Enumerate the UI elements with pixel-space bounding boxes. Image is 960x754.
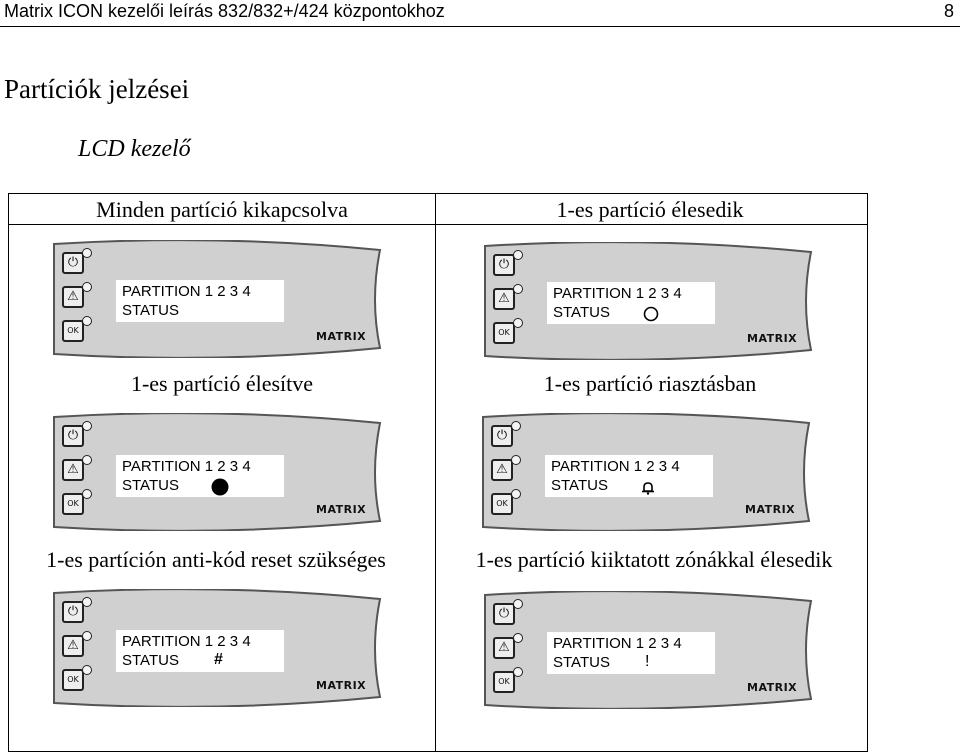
lcd-keypad xyxy=(52,240,382,358)
warning-button[interactable] xyxy=(491,459,513,481)
ok-button[interactable] xyxy=(491,493,513,515)
ok-led xyxy=(82,489,92,499)
table-border-bottom xyxy=(8,751,868,752)
lcd-line-1: PARTITION 1 2 3 4 xyxy=(122,633,251,650)
ok-led xyxy=(513,318,523,328)
ok-button[interactable] xyxy=(62,320,84,342)
status-symbol: # xyxy=(214,651,223,668)
lcd-display xyxy=(116,630,284,672)
caption-alarm: 1-es partíció riasztásban xyxy=(543,371,757,396)
empty-circle-icon xyxy=(643,306,659,322)
lcd-display xyxy=(547,282,715,324)
power-button[interactable] xyxy=(62,252,84,274)
brand-logo: MATRIX xyxy=(745,503,796,516)
lcd-line-1: PARTITION 1 2 3 4 xyxy=(553,635,682,652)
power-icon: ⏻ xyxy=(496,428,508,443)
ok-led xyxy=(82,316,92,326)
table-row-divider xyxy=(8,224,868,225)
warning-icon: ⚠ xyxy=(498,640,510,655)
brand-logo: MATRIX xyxy=(747,681,798,694)
lcd-keypad xyxy=(481,413,811,531)
brand-logo: MATRIX xyxy=(316,330,367,343)
lcd-line-2: STATUS xyxy=(553,654,610,671)
brand-logo: MATRIX xyxy=(316,503,367,516)
page-number: 8 xyxy=(943,1,954,21)
power-led xyxy=(82,248,92,258)
warning-icon: ⚠ xyxy=(67,638,79,653)
lcd-keypad xyxy=(52,589,382,707)
ok-label: OK xyxy=(498,328,510,337)
power-icon: ⏻ xyxy=(498,257,510,272)
warning-led xyxy=(513,284,523,294)
lcd-display xyxy=(545,455,713,497)
ok-button[interactable] xyxy=(493,322,515,344)
warning-button[interactable] xyxy=(493,637,515,659)
power-led xyxy=(513,250,523,260)
ok-button[interactable] xyxy=(62,669,84,691)
ok-button[interactable] xyxy=(493,671,515,693)
caption-arming: 1-es partíció élesedik xyxy=(556,197,744,222)
ok-label: OK xyxy=(67,326,79,335)
warning-icon: ⚠ xyxy=(498,291,510,306)
power-button[interactable] xyxy=(493,254,515,276)
caption-anticode-reset: 1-es partíción anti-kód reset szükséges xyxy=(46,547,386,572)
power-led xyxy=(511,421,521,431)
power-button[interactable] xyxy=(493,603,515,625)
warning-icon: ⚠ xyxy=(496,462,508,477)
brand-logo: MATRIX xyxy=(747,332,798,345)
power-button[interactable] xyxy=(491,425,513,447)
lcd-line-1: PARTITION 1 2 3 4 xyxy=(122,458,251,475)
warning-icon: ⚠ xyxy=(67,462,79,477)
lcd-line-1: PARTITION 1 2 3 4 xyxy=(122,283,251,300)
ok-led xyxy=(82,665,92,675)
lcd-keypad xyxy=(483,242,813,360)
subsection-title: LCD kezelő xyxy=(78,136,191,162)
warning-button[interactable] xyxy=(62,286,84,308)
lcd-display xyxy=(116,280,284,322)
caption-all-off: Minden partíció kikapcsolva xyxy=(96,197,348,222)
warning-button[interactable] xyxy=(62,635,84,657)
ok-label: OK xyxy=(67,675,79,684)
table-border-left xyxy=(8,193,9,752)
lcd-keypad xyxy=(52,413,382,531)
lcd-line-2: STATUS xyxy=(122,477,179,494)
brand-logo: MATRIX xyxy=(316,679,367,692)
power-icon: ⏻ xyxy=(498,606,510,621)
status-symbol: ! xyxy=(645,653,650,670)
ok-label: OK xyxy=(498,677,510,686)
warning-led xyxy=(82,631,92,641)
lcd-display xyxy=(116,455,284,497)
lcd-line-2: STATUS xyxy=(122,302,179,319)
table-border-right xyxy=(867,193,868,752)
power-led xyxy=(82,421,92,431)
table-column-divider xyxy=(435,193,436,752)
ok-led xyxy=(511,489,521,499)
lcd-line-1: PARTITION 1 2 3 4 xyxy=(553,285,682,302)
power-icon: ⏻ xyxy=(67,255,79,270)
lcd-line-2: STATUS xyxy=(122,652,179,669)
lcd-display xyxy=(547,632,715,674)
power-led xyxy=(82,597,92,607)
power-button[interactable] xyxy=(62,425,84,447)
bell-icon xyxy=(641,481,655,495)
warning-led xyxy=(82,455,92,465)
caption-bypass-arming: 1-es partíció kiiktatott zónákkal élesedik xyxy=(475,547,833,572)
ok-led xyxy=(513,667,523,677)
warning-icon: ⚠ xyxy=(67,289,79,304)
power-led xyxy=(513,599,523,609)
warning-button[interactable] xyxy=(493,288,515,310)
header-title: Matrix ICON kezelői leírás 832/832+/424 központokhoz xyxy=(4,1,445,21)
table-border-top xyxy=(8,193,868,194)
power-icon: ⏻ xyxy=(67,604,79,619)
power-icon: ⏻ xyxy=(67,428,79,443)
warning-led xyxy=(511,455,521,465)
lcd-line-1: PARTITION 1 2 3 4 xyxy=(551,458,680,475)
caption-armed: 1-es partíció élesítve xyxy=(130,371,314,396)
ok-label: OK xyxy=(496,499,508,508)
filled-circle-icon xyxy=(210,477,230,497)
lcd-keypad xyxy=(483,591,813,709)
lcd-line-2: STATUS xyxy=(553,304,610,321)
ok-button[interactable] xyxy=(62,493,84,515)
warning-led xyxy=(82,282,92,292)
page-header xyxy=(0,0,960,27)
warning-button[interactable] xyxy=(62,459,84,481)
lcd-line-2: STATUS xyxy=(551,477,608,494)
section-title: Partíciók jelzései xyxy=(4,74,190,104)
power-button[interactable] xyxy=(62,601,84,623)
warning-led xyxy=(513,633,523,643)
ok-label: OK xyxy=(67,499,79,508)
